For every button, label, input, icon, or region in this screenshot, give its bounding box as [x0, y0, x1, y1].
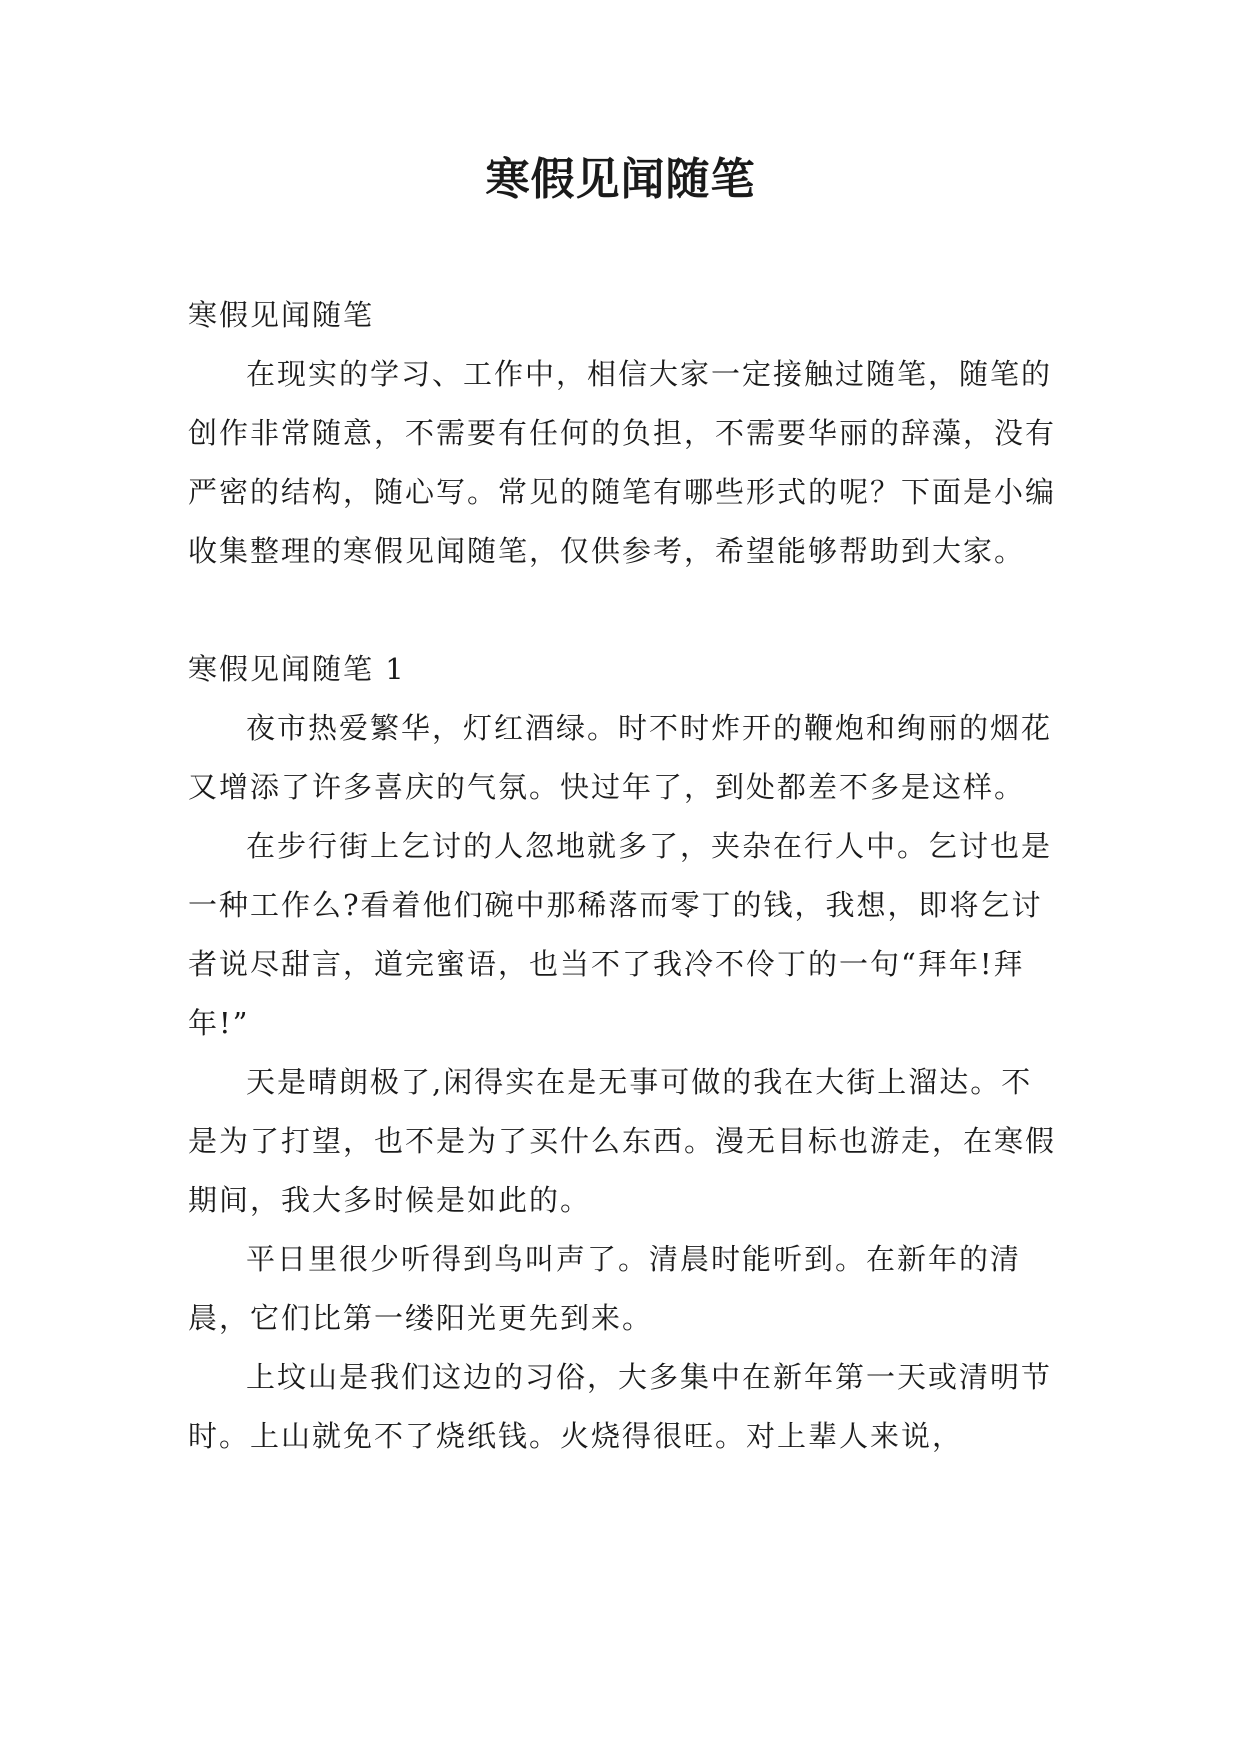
section-heading: 寒假见闻随笔 1 [188, 652, 406, 686]
section-spacer [188, 581, 1058, 640]
document-title: 寒假见闻随笔 [485, 154, 756, 205]
body-paragraph: 平日里很少听得到鸟叫声了。清晨时能听到。在新年的清晨，它们比第一缕阳光更先到来。 [188, 1242, 1022, 1335]
document-body [188, 286, 1058, 1466]
body-paragraph: 天是晴朗极了,闲得实在是无事可做的我在大街上溜达。不是为了打望，也不是为了买什么东西。漫无目标也游走，在寒假期间，我大多时候是如此的。 [188, 1065, 1057, 1217]
body-paragraph: 夜市热爱繁华，灯红酒绿。时不时炸开的鞭炮和绚丽的烟花又增添了许多喜庆的气氛。快过年了，到处都差不多是这样。 [188, 711, 1053, 804]
subtitle: 寒假见闻随笔 [188, 298, 375, 332]
intro-paragraph: 在现实的学习、工作中，相信大家一定接触过随笔，随笔的创作非常随意，不需要有任何的负担，不需要华丽的辞藻，没有严密的结构，随心写。常见的随笔有哪些形式的呢？下面是小编收集整理的寒假见闻随笔，仅供参考，希望能够帮助到大家。 [188, 357, 1057, 568]
body-paragraph: 上坟山是我们这边的习俗，大多集中在新年第一天或清明节时。上山就免不了烧纸钱。火烧得很旺。对上辈人来说， [188, 1360, 1053, 1453]
body-paragraph: 在步行街上乞讨的人忽地就多了，夹杂在行人中。乞讨也是一种工作么?看着他们碗中那稀落而零丁的钱，我想，即将乞讨者说尽甜言，道完蜜语，也当不了我冷不伶丁的一句“拜年!拜年!” [188, 829, 1053, 1040]
